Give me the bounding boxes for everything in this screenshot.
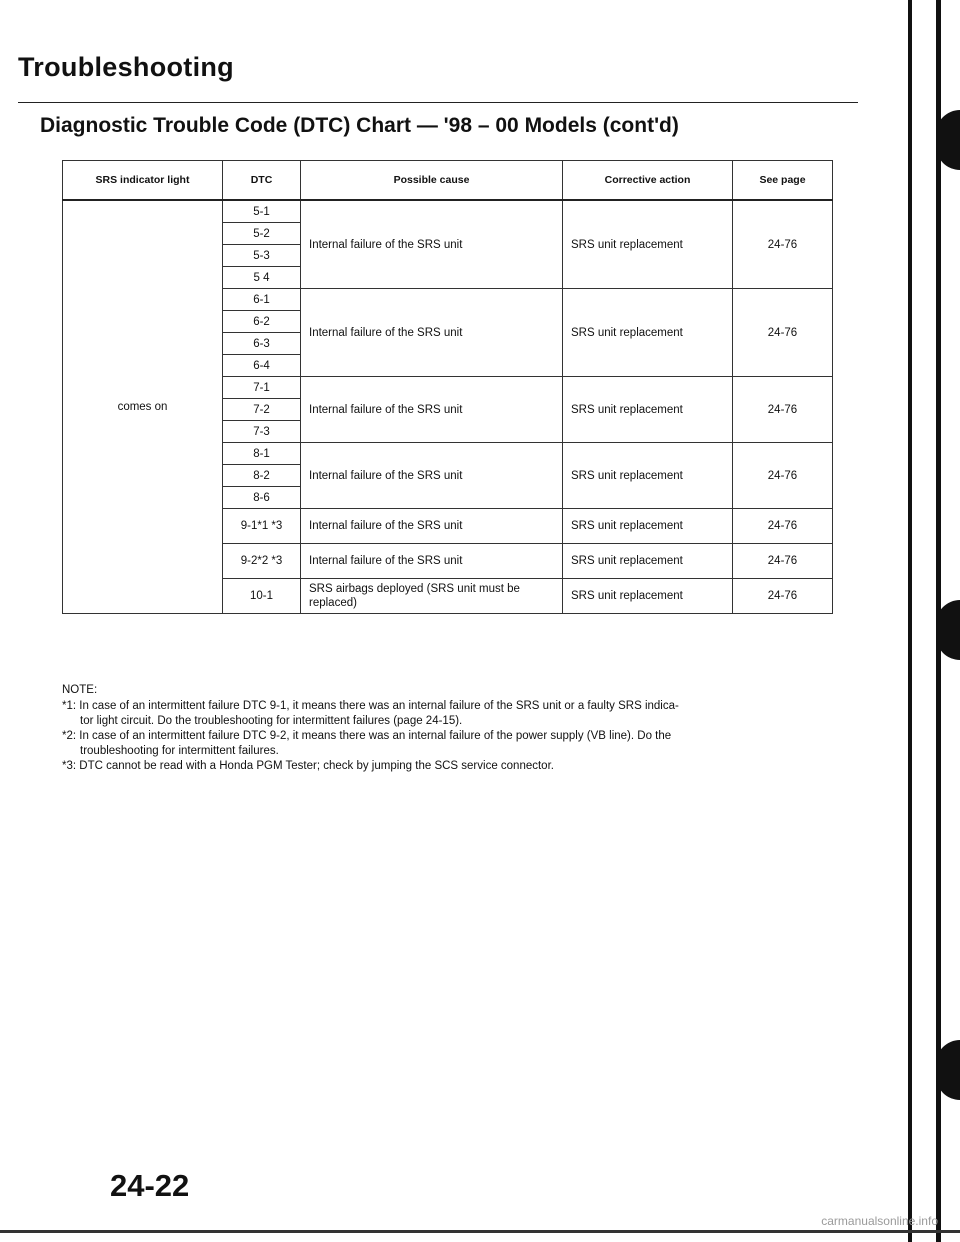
notes-section xyxy=(62,683,842,774)
see-page: 24-76 xyxy=(733,544,833,579)
dtc-code: 5 4 xyxy=(223,267,301,289)
possible-cause: Internal failure of the SRS unit xyxy=(301,289,563,377)
binding-margin-line xyxy=(908,0,912,1242)
dtc-code: 6-3 xyxy=(223,333,301,355)
dtc-code: 7-2 xyxy=(223,399,301,421)
page-number: 24-22 xyxy=(110,1168,190,1203)
note-1-line-2: tor light circuit. Do the troubleshooting for intermittent failures (page 24-15). xyxy=(80,715,463,727)
see-page: 24-76 xyxy=(733,200,833,289)
dtc-code: 9-1*1 *3 xyxy=(223,509,301,544)
dtc-code: 6-1 xyxy=(223,289,301,311)
dtc-code: 9-2*2 *3 xyxy=(223,544,301,579)
possible-cause: Internal failure of the SRS unit xyxy=(301,377,563,443)
see-page: 24-76 xyxy=(733,509,833,544)
table-row xyxy=(63,200,833,223)
header-dtc: DTC xyxy=(223,161,301,201)
corrective-action: SRS unit replacement xyxy=(563,289,733,377)
corrective-action: SRS unit replacement xyxy=(563,579,733,614)
corrective-action: SRS unit replacement xyxy=(563,443,733,509)
dtc-code: 8-2 xyxy=(223,465,301,487)
srs-indicator-state: comes on xyxy=(63,200,223,614)
dtc-code: 6-4 xyxy=(223,355,301,377)
table-header-row xyxy=(63,161,833,201)
dtc-code: 7-3 xyxy=(223,421,301,443)
dtc-code: 5-3 xyxy=(223,245,301,267)
title-divider xyxy=(18,102,858,103)
see-page: 24-76 xyxy=(733,289,833,377)
note-2-line-1: *2: In case of an intermittent failure DTC 9-2, it means there was an internal failure of the power supply (VB line). Do the xyxy=(62,730,672,742)
header-see-page: See page xyxy=(733,161,833,201)
possible-cause: Internal failure of the SRS unit xyxy=(301,544,563,579)
dtc-code: 6-2 xyxy=(223,311,301,333)
note-1-line-1: *1: In case of an intermittent failure DTC 9-1, it means there was an internal failure of the SRS unit or a faulty SRS indica- xyxy=(62,700,679,712)
header-possible-cause: Possible cause xyxy=(301,161,563,201)
note-3 xyxy=(62,759,842,774)
note-1 xyxy=(62,699,842,729)
dtc-code: 8-6 xyxy=(223,487,301,509)
watermark: carmanualsonline.info xyxy=(821,1214,938,1228)
see-page: 24-76 xyxy=(733,377,833,443)
dtc-chart-table xyxy=(62,160,833,614)
corrective-action: SRS unit replacement xyxy=(563,509,733,544)
dtc-code: 10-1 xyxy=(223,579,301,614)
note-3-line-1: *3: DTC cannot be read with a Honda PGM Tester; check by jumping the SCS service connector. xyxy=(62,760,554,772)
dtc-code: 5-2 xyxy=(223,223,301,245)
corrective-action: SRS unit replacement xyxy=(563,377,733,443)
chart-subtitle: Diagnostic Trouble Code (DTC) Chart — '98 – 00 Models (cont'd) xyxy=(40,114,679,137)
header-corrective-action: Corrective action xyxy=(563,161,733,201)
possible-cause: Internal failure of the SRS unit xyxy=(301,200,563,289)
note-2 xyxy=(62,729,842,759)
note-2-line-2: troubleshooting for intermittent failures. xyxy=(80,745,279,757)
possible-cause: SRS airbags deployed (SRS unit must be replaced) xyxy=(301,579,563,614)
dtc-code: 5-1 xyxy=(223,200,301,223)
possible-cause: Internal failure of the SRS unit xyxy=(301,443,563,509)
corrective-action: SRS unit replacement xyxy=(563,200,733,289)
page-title: Troubleshooting xyxy=(18,52,234,82)
see-page: 24-76 xyxy=(733,443,833,509)
dtc-code: 7-1 xyxy=(223,377,301,399)
possible-cause: Internal failure of the SRS unit xyxy=(301,509,563,544)
notes-title: NOTE: xyxy=(62,684,98,696)
bottom-edge-rule xyxy=(0,1230,960,1233)
see-page: 24-76 xyxy=(733,579,833,614)
corrective-action: SRS unit replacement xyxy=(563,544,733,579)
header-srs-indicator-light: SRS indicator light xyxy=(63,161,223,201)
dtc-code: 8-1 xyxy=(223,443,301,465)
